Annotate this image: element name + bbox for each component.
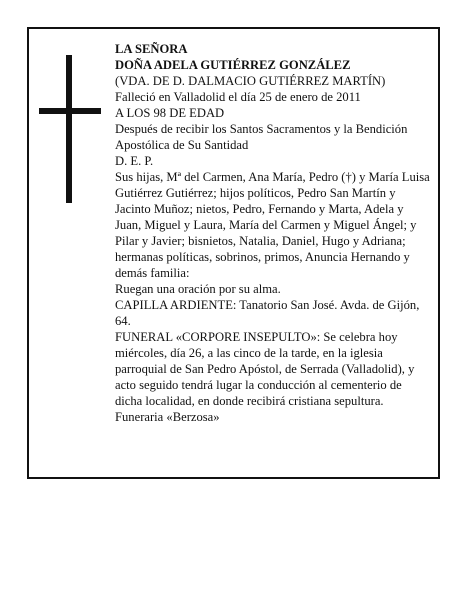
rip: D. E. P. [115,154,154,168]
cross-icon [39,55,101,203]
age: A LOS 98 DE EDAD [115,106,225,120]
obituary-notice [27,27,440,479]
funeral-home: Funeraria «Berzosa» [115,410,220,424]
family-list: Sus hijas, Mª del Carmen, Ana María, Pedro (†) y María Luisa Gutiérrez Gutiérrez; hijos políticos, Pedro San Martín y Jacinto Muñoz; nietos, Pedro, Fernando y Marta, Adela y Juan, Miguel y Laura, María del Carmen y Miguel Ángel; y Pilar y Javier; bisnietos, Natalia, Daniel, Hugo y Adriana; hermanas políticas, sobrinos, primos, Anuncia Hernando y demás familia: [115,170,430,280]
cross-horizontal-bar [39,108,101,114]
widow-of: (VDA. DE D. DALMACIO GUTIÉRREZ MARTÍN) [115,74,386,88]
notice-title: LA SEÑORA [115,42,188,56]
cross-vertical-bar [66,55,72,203]
funeral-details: FUNERAL «CORPORE INSEPULTO»: Se celebra hoy miércoles, día 26, a las cinco de la tarde, en la iglesia parroquial de San Pedro Apóstol, de Serrada (Valladolid), y acto seguido tendrá lugar la conducción al cementerio de dicha localidad, en donde recibirá cristiana sepultura. [115,330,415,408]
notice-text [115,41,431,425]
chapel: CAPILLA ARDIENTE: Tanatorio San José. Avda. de Gijón, 64. [115,298,420,328]
deceased-name: DOÑA ADELA GUTIÉRREZ GONZÁLEZ [115,58,351,72]
sacraments: Después de recibir los Santos Sacramentos y la Bendición Apostólica de Su Santidad [115,122,408,152]
death-date: Falleció en Valladolid el día 25 de enero de 2011 [115,90,361,104]
prayer-request: Ruegan una oración por su alma. [115,282,281,296]
